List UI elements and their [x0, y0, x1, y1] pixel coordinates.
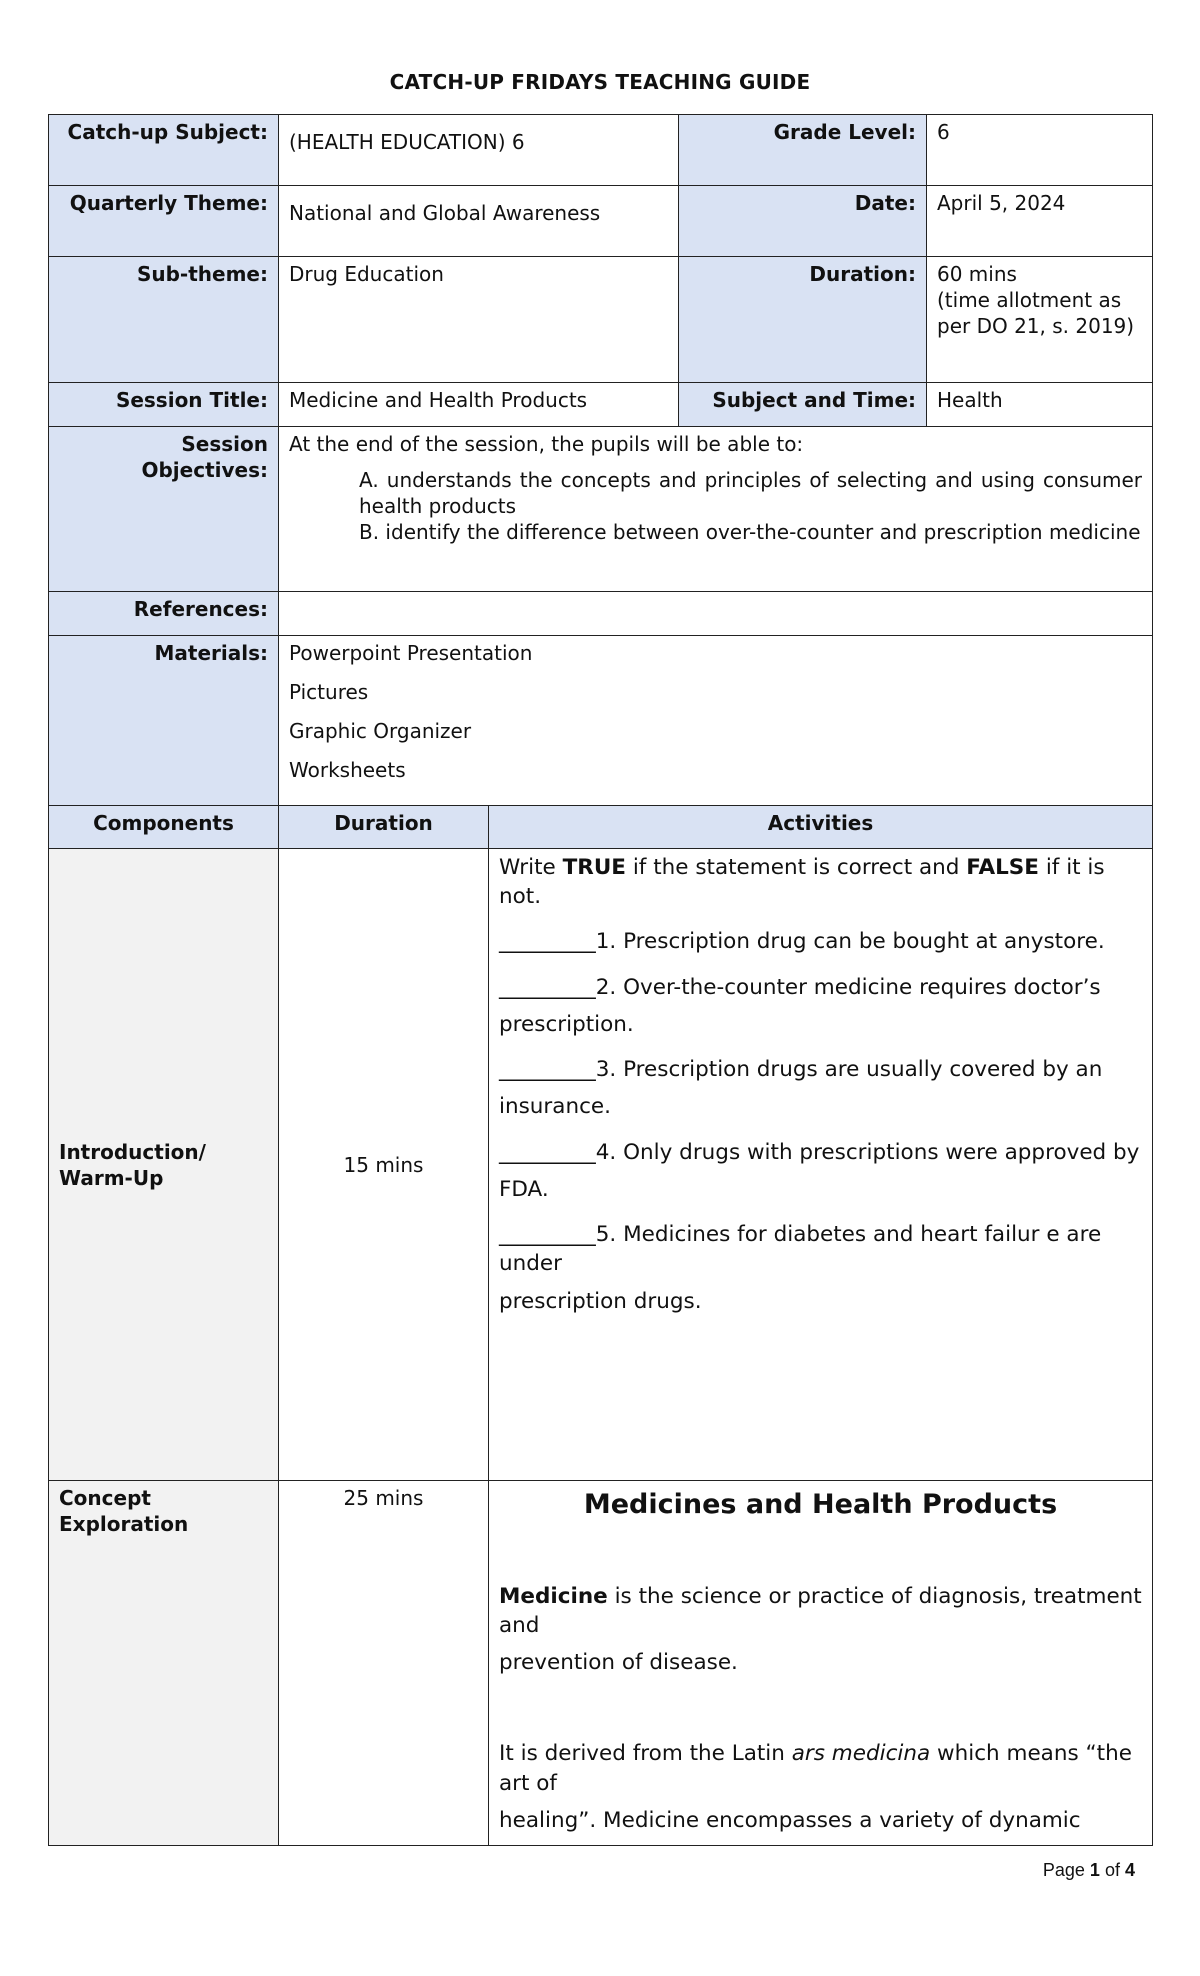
- concept-heading: Medicines and Health Products: [583, 1489, 1058, 1520]
- duration-value: 60 mins: [937, 262, 1017, 286]
- warmup-activities: [489, 849, 1153, 1481]
- session-title-label: Session Title:: [49, 383, 279, 427]
- subject-time-label: Subject and Time:: [679, 383, 927, 427]
- theme-value: National and Global Awareness: [279, 186, 679, 257]
- medicine-definition-cont: prevention of disease.: [499, 1650, 738, 1676]
- lesson-header-row: [49, 806, 1153, 849]
- warmup-row: [49, 849, 1153, 1481]
- grade-label: Grade Level:: [679, 115, 927, 186]
- material-item: Worksheets: [289, 758, 406, 782]
- objectives-cell: [279, 427, 1153, 592]
- concept-component: Concept Exploration: [49, 1481, 279, 1846]
- duration-label: Duration:: [679, 257, 927, 383]
- session-title-row: [49, 383, 1153, 427]
- medicine-definition: Medicine is the science or practice of diagnosis, treatment and: [499, 1583, 1142, 1638]
- warmup-item-2-cont: prescription.: [499, 1011, 634, 1037]
- warmup-component: Introduction/ Warm-Up: [49, 849, 279, 1481]
- objectives-list: [289, 457, 1142, 545]
- session-info-table: [48, 114, 1153, 808]
- warmup-item-1: _________1. Prescription drug can be bought at anystore.: [499, 929, 1105, 955]
- duration-cell: [927, 257, 1153, 383]
- latin-origin: It is derived from the Latin ars medicina which means “the art of: [499, 1741, 1132, 1796]
- material-item: Pictures: [289, 680, 369, 704]
- lesson-table: [48, 805, 1153, 1846]
- warmup-item-4: _________4. Only drugs with prescriptions were approved by: [499, 1139, 1140, 1165]
- warmup-item-5: _________5. Medicines for diabetes and heart failur e are under: [499, 1222, 1102, 1277]
- date-value: April 5, 2024: [927, 186, 1153, 257]
- warmup-duration: 15 mins: [279, 849, 489, 1481]
- references-value: [279, 592, 1153, 636]
- duration-note: (time allotment as per DO 21, s. 2019): [937, 288, 1135, 338]
- subtheme-row: [49, 257, 1153, 383]
- objective-item: A. understands the concepts and principles of selecting and using consumer health products: [359, 468, 1142, 518]
- subject-label: Catch-up Subject:: [49, 115, 279, 186]
- objectives-row: [49, 427, 1153, 592]
- subtheme-label: Sub-theme:: [49, 257, 279, 383]
- objectives-intro: At the end of the session, the pupils will be able to:: [289, 432, 804, 456]
- activities-header: Activities: [489, 806, 1153, 849]
- warmup-item-5-cont: prescription drugs.: [499, 1288, 702, 1314]
- concept-activities: [489, 1481, 1153, 1846]
- objective-item: B. identify the difference between over-the-counter and prescription medicine: [359, 520, 1141, 544]
- concept-row: [49, 1481, 1153, 1846]
- warmup-item-4-cont: FDA.: [499, 1176, 549, 1202]
- warmup-item-3-cont: insurance.: [499, 1094, 611, 1120]
- objectives-label: Session Objectives:: [49, 427, 279, 592]
- grade-value: 6: [927, 115, 1153, 186]
- latin-origin-cont: healing”. Medicine encompasses a variety of dynamic: [499, 1807, 1081, 1833]
- materials-cell: [279, 636, 1153, 808]
- session-title-value: Medicine and Health Products: [279, 383, 679, 427]
- materials-label: Materials:: [49, 636, 279, 808]
- warmup-item-3: _________3. Prescription drugs are usually covered by an: [499, 1057, 1103, 1083]
- subject-value: (HEALTH EDUCATION) 6: [279, 115, 679, 186]
- warmup-instruction: Write TRUE if the statement is correct and FALSE if it is not.: [499, 855, 1105, 910]
- references-row: [49, 592, 1153, 636]
- material-item: Graphic Organizer: [289, 719, 472, 743]
- material-item: Powerpoint Presentation: [289, 641, 533, 665]
- date-label: Date:: [679, 186, 927, 257]
- duration-header: Duration: [279, 806, 489, 849]
- page-number: Page 1 of 4: [1042, 1860, 1135, 1880]
- subtheme-value: Drug Education: [279, 257, 679, 383]
- components-header: Components: [49, 806, 279, 849]
- references-label: References:: [49, 592, 279, 636]
- document-title: CATCH-UP FRIDAYS TEACHING GUIDE: [389, 70, 811, 94]
- theme-label: Quarterly Theme:: [49, 186, 279, 257]
- theme-row: [49, 186, 1153, 257]
- concept-duration: 25 mins: [279, 1481, 489, 1846]
- warmup-item-2: _________2. Over-the-counter medicine requires doctor’s: [499, 974, 1101, 1000]
- materials-row: [49, 636, 1153, 808]
- subject-row: [49, 115, 1153, 186]
- subject-time-value: Health: [927, 383, 1153, 427]
